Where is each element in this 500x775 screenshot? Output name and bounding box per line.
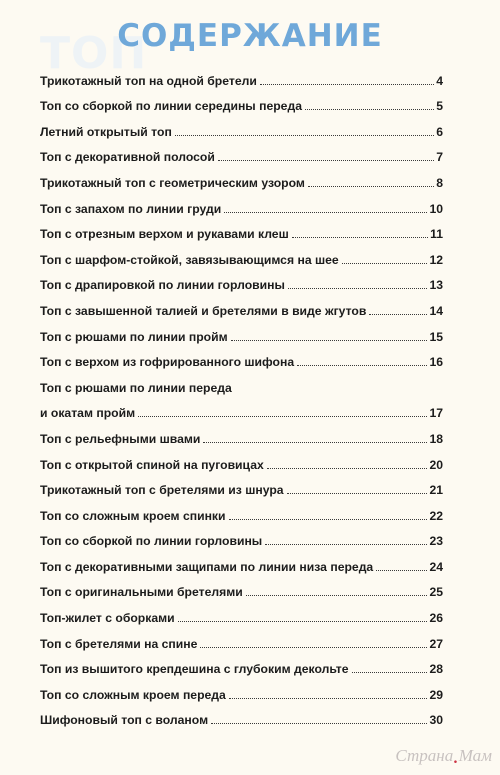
toc-entry-title: Топ со сборкой по линии горловины [40,534,263,549]
toc-entry-title: Шифоновый топ с воланом [40,713,209,728]
toc-page-number: 11 [430,227,443,242]
toc-dot-leader [178,621,428,622]
toc-entry-title: Топ с рельефными швами [40,431,201,446]
toc-entry [40,344,443,370]
toc-entry-title: Топ с отрезным верхом и рукавами клеш [40,227,289,242]
toc-page-number: 23 [429,534,443,549]
toc-dot-leader [376,570,427,571]
toc-page-number: 15 [429,329,443,344]
toc-dot-leader [229,519,428,520]
watermark [395,743,492,769]
toc-entry-title: Топ с шарфом-стойкой, завязывающимся на шее [40,252,339,267]
toc-dot-leader [292,237,428,238]
toc-page-number: 16 [429,355,443,370]
toc-page-number: 22 [429,508,443,523]
toc-entry-title: и окатам пройм [40,406,136,421]
toc-page-number: 13 [429,278,443,293]
toc-entry [40,574,443,600]
toc-entry-title: Топ с верхом из гофрированного шифона [40,355,295,370]
toc-dot-leader [200,647,427,648]
toc-page-number: 10 [429,201,443,216]
toc-entry [40,625,443,651]
toc-entry-title: Топ с оригинальными бретелями [40,585,243,600]
toc-entry [40,702,443,728]
toc-page-number: 30 [429,713,443,728]
toc-dot-leader [218,160,434,161]
toc-entry-title: Топ с завышенной талией и бретелями в виде жгутов [40,303,367,318]
toc-page-number: 17 [429,406,443,421]
toc-entry [40,369,443,395]
toc-entry-title: Трикотажный топ с бретелями из шнура [40,483,284,498]
toc-dot-leader [308,186,434,187]
toc-dot-leader [203,442,427,443]
toc-entry [40,88,443,114]
toc-dot-leader [224,212,427,213]
toc-entry-title: Топ со сложным кроем спинки [40,508,226,523]
toc-entry [40,267,443,293]
toc-entry [40,651,443,677]
toc-entry-title: Топ из вышитого крепдешина с глубоким декольте [40,662,349,677]
toc-entry-title: Топ с декоративными защипами по линии низа переда [40,559,374,574]
watermark-text-1: Страна [395,746,454,765]
toc-page-number: 14 [429,303,443,318]
toc-page-number: 27 [429,636,443,651]
toc-entry [40,472,443,498]
toc-entry-title: Трикотажный топ на одной бретели [40,73,257,88]
toc-entry-title: Топ с открытой спиной на пуговицах [40,457,264,472]
toc-entry [40,497,443,523]
toc-page-number: 29 [429,687,443,702]
toc-entry-title: Летний открытый топ [40,124,172,139]
toc-page-number: 21 [429,483,443,498]
toc-page-number: 20 [429,457,443,472]
toc-entry-title: Топ с рюшами по линии пройм [40,329,228,344]
watermark-text-2: Мам [458,746,492,765]
toc-entry-title: Топ с рюшами по линии переда [40,380,232,395]
toc-entry [40,318,443,344]
toc-entry-title: Топ с бретелями на спине [40,636,198,651]
toc-dot-leader [229,698,428,699]
toc-entry [40,523,443,549]
toc-entry-title: Топ с декоративной полосой [40,150,215,165]
toc-entry [40,62,443,88]
toc-entry-title: Трикотажный топ с геометрическим узором [40,175,305,190]
toc-dot-leader [246,595,428,596]
toc-entry [40,241,443,267]
toc-dot-leader [369,314,427,315]
title-shadow-text: ТОП [40,28,148,79]
toc-page-number: 5 [436,99,443,114]
toc-dot-leader [211,723,427,724]
watermark-dot: . [453,743,459,768]
toc-entry-title: Топ с драпировкой по линии горловины [40,278,285,293]
toc-entry [40,676,443,702]
toc-dot-leader [265,544,427,545]
toc-entry [40,139,443,165]
toc-entry [40,292,443,318]
toc-entry [40,548,443,574]
page-title: СОДЕРЖАНИЕ [117,18,383,54]
toc-entry [40,113,443,139]
toc-dot-leader [267,468,428,469]
toc-entry [40,420,443,446]
toc-page-number: 26 [429,611,443,626]
toc-page-number: 12 [429,252,443,267]
toc-page-number: 7 [436,150,443,165]
toc-entry-title: Топ-жилет с оборками [40,611,175,626]
toc-dot-leader [342,263,428,264]
toc-entry-title: Топ со сборкой по линии середины переда [40,99,302,114]
toc-page-number: 8 [436,175,443,190]
toc-page-number: 28 [429,662,443,677]
toc-dot-leader [288,288,428,289]
toc-entry [40,599,443,625]
toc-entry [40,190,443,216]
toc-page-number: 18 [429,431,443,446]
toc-dot-leader [352,672,428,673]
toc-entry-title: Топ со сложным кроем переда [40,687,226,702]
toc-page-number: 25 [429,585,443,600]
toc-page-number: 24 [429,559,443,574]
toc-entry [40,216,443,242]
toc-dot-leader [305,109,434,110]
table-of-contents [40,62,443,727]
toc-page-number: 6 [436,124,443,139]
toc-dot-leader [138,416,427,417]
toc-entry [40,164,443,190]
toc-page-number: 4 [436,73,443,88]
toc-dot-leader [175,135,434,136]
toc-dot-leader [231,340,428,341]
toc-entry-title: Топ с запахом по линии груди [40,201,222,216]
toc-dot-leader [287,493,428,494]
toc-entry [40,446,443,472]
toc-dot-leader [260,84,434,85]
toc-entry [40,395,443,421]
toc-dot-leader [297,365,427,366]
